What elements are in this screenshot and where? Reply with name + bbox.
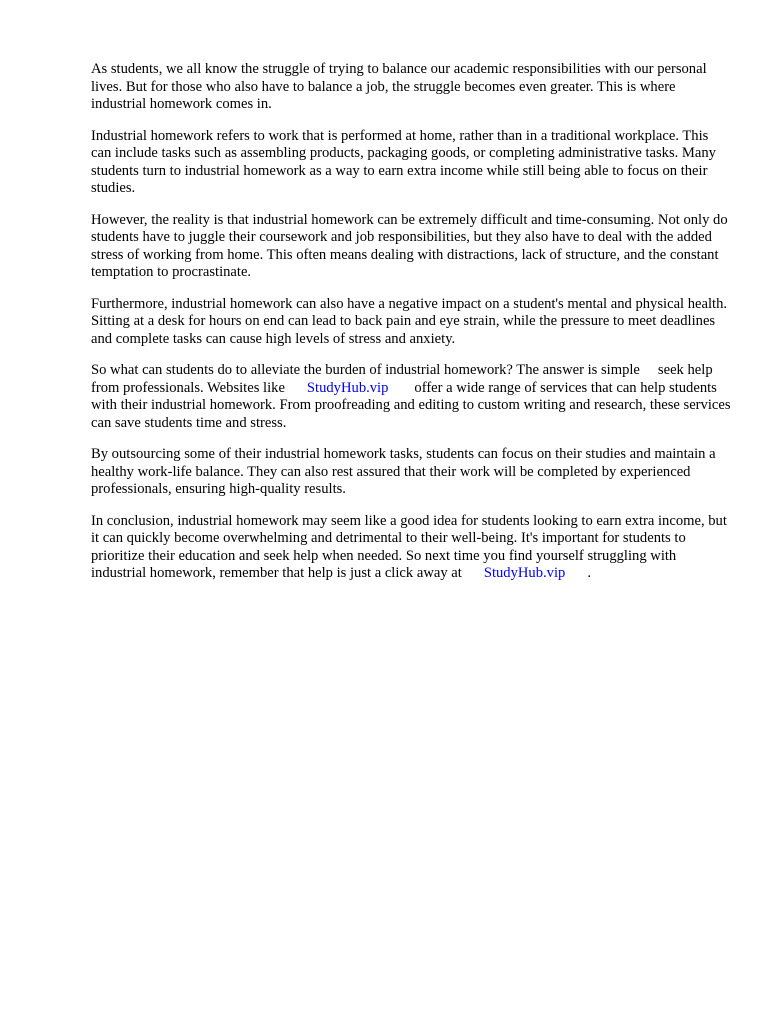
- studyhub-link[interactable]: StudyHub.vip: [306, 379, 389, 396]
- paragraph-5-text-a: So what can students do to alleviate the burden of industrial homework? The answer is simple: [91, 362, 640, 378]
- paragraph-7-period: .: [587, 565, 591, 581]
- paragraph-6: By outsourcing some of their industrial homework tasks, students can focus on their studies and maintain a healthy work-life balance. They can also rest assured that their work will be completed by experienced professionals, ensuring high-quality results.: [91, 446, 716, 497]
- studyhub-link-conclusion[interactable]: StudyHub.vip: [483, 565, 566, 581]
- paragraph-3: However, the reality is that industrial homework can be extremely difficult and time-consuming. Not only do students have to juggle their coursework and job responsibilities, but they also have to deal with the added stress of working from home. This often means dealing with distractions, lack of structure, and the constant temptation to procrastinate.: [91, 211, 728, 280]
- paragraph-5: [91, 362, 731, 432]
- paragraph-5-text-c: offer a wide range of services that can help students with their industrial homework. From proofreading and editing to custom writing and research, these services can save students time and stress.: [91, 379, 731, 431]
- paragraph-4: Furthermore, industrial homework can also have a negative impact on a student's mental and physical health. Sitting at a desk for hours on end can lead to back pain and eye strain, while the pressure to meet deadlines and complete tasks can cause high levels of stress and anxiety.: [91, 295, 728, 347]
- document-body: [91, 61, 731, 597]
- paragraph-2: Industrial homework refers to work that is performed at home, rather than in a traditional workplace. This can include tasks such as assembling products, packaging goods, or completing administrative tasks. Many students turn to industrial homework as a way to earn extra income while still being able to focus on their studies.: [91, 127, 716, 196]
- paragraph-7: [91, 513, 731, 583]
- paragraph-5-text-b: seek help from professionals. Websites like: [91, 362, 713, 396]
- paragraph-7-text: In conclusion, industrial homework may seem like a good idea for students looking to earn extra income, but it can quickly become overwhelming and detrimental to their well-being. It's important for students to prioritize their education and seek help when needed. So next time you find yourself struggling with industrial homework, remember that help is just a click away at: [91, 512, 727, 581]
- paragraph-1: As students, we all know the struggle of trying to balance our academic responsibilities with our personal lives. But for those who also have to balance a job, the struggle becomes even greater. This is where industrial homework comes in.: [91, 61, 707, 112]
